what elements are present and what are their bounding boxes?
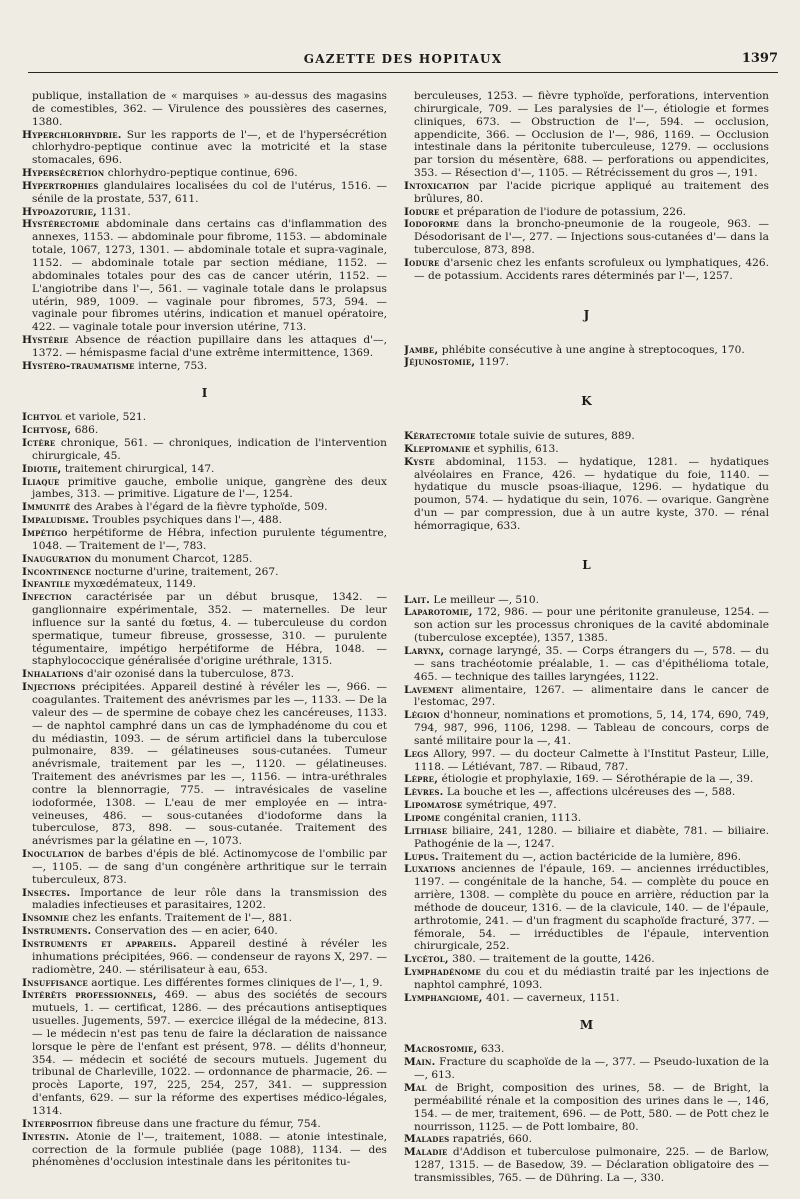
index-entry: [404, 456, 769, 533]
index-term: Impaludisme.: [22, 514, 90, 527]
index-entry: [22, 167, 387, 180]
index-term: Lavement: [404, 683, 454, 696]
index-entry-text: totale suivie de sutures, 889.: [475, 430, 635, 443]
index-entry: [22, 887, 387, 913]
index-entry-text: 1131.: [97, 205, 131, 218]
index-entry-text: phlébite consécutive à une angine à streptocoques, 170.: [438, 343, 745, 356]
index-entry-text: du monument Charcot, 1285.: [91, 552, 253, 565]
index-entry-text: Atonie de l'—, traitement, 1088. — atonie intestinale, correction de la formule publiée (page 1088), 1134. — des phénomènes d'occlusion intestinale dans les péritonites tu-: [32, 1130, 387, 1169]
index-column-right: [404, 90, 769, 1195]
index-entry-text: précipitées. Appareil destiné à révéler les —, 966. — coagulantes. Traitement des anévrismes par les —, 1133. — De la valeur des — de spermine de cobaye chez les cancéreuses, 1133. — de naphtol camphré dans un cas de lymphadénome du cou et du médiastin, 1093. — de sérum artificiel dans la tuberculose pulmonaire, 839. — gélatineuses sous-cutanées. Tumeur anévrismale, traitement par les —, 1120. — gélatineuses. Traitement des anévrismes par les —, 1156. — intra-uréthrales contre la blennorragie, 775. — intravésicales de vaseline iodoformée, 1308. — L'eau de mer employée en — intra-veineuses, 486. — sous-cutanées d'iodoforme dans la tuberculose, 873, 898. — sous-cutanée. Traitement des anévrismes par la gélatine en —, 1073.: [32, 681, 387, 848]
index-entry: [404, 953, 769, 966]
index-term: Incontinence: [22, 565, 92, 578]
index-entry-text: Absence de réaction pupillaire dans les attaques d'—, 1372. — hémispasme facial d'une extrême intermittence, 1369.: [32, 334, 387, 359]
index-entry: [22, 463, 387, 476]
index-entry-text: abdominal, 1153. — hydatique, 1281. — hydatiques alvéolaires en France, 426. — hydatique du foie, 1140. — hydatique du muscle psoas-iliaque, 1296. — hydatique du poumon, 574. — hydatique du sein, 1076. — ovarique. Gangrène d'un — par compression, due à un autre kyste, 370. — rénal hémorragique, 633.: [414, 455, 769, 532]
index-entry: [22, 501, 387, 514]
index-entry-text: d'arsenic chez les enfants scrofuleux ou lymphatiques, 426. — de potassium. Accidents rares déterminés par l'—, 1257.: [414, 256, 769, 282]
index-entry: [404, 851, 769, 864]
index-entry-text: Fracture du scaphoïde de la —, 377. — Pseudo-luxation de la —, 613.: [414, 1056, 769, 1082]
index-entry: [404, 684, 769, 710]
index-term: Hypertrophies: [22, 179, 99, 192]
index-entry: [404, 799, 769, 812]
index-term: Larynx,: [404, 645, 445, 657]
index-term: Hystérie: [22, 334, 69, 347]
running-title: GAZETTE DES HOPITAUX: [303, 52, 503, 66]
index-entry: [404, 966, 769, 992]
index-entry-text: primitive gauche, embolie unique, gangrène des deux jambes, 313. — primitive. Ligature de l'—, 1254.: [32, 475, 387, 501]
index-entry-text: interne, 753.: [134, 359, 208, 372]
section-letter: K: [581, 394, 592, 409]
index-term: Maladie: [404, 1146, 448, 1159]
index-term: Intoxication: [404, 179, 470, 192]
index-entry: [22, 1131, 387, 1170]
index-term: Infantile: [22, 578, 71, 591]
index-term: Macrostomie,: [404, 1043, 478, 1056]
index-term: Insuffisance: [22, 976, 88, 989]
index-term: Inauguration: [22, 552, 92, 565]
index-term: Lymphadénome: [404, 966, 481, 979]
index-term: Intestin.: [22, 1130, 70, 1143]
index-term: Luxations: [404, 863, 456, 876]
page-header: [28, 50, 778, 73]
index-term: Instruments et appareils.: [22, 938, 177, 950]
index-term: Lipomatose: [404, 799, 463, 812]
index-term: Lithiase: [404, 824, 448, 837]
index-term: Interposition: [22, 1117, 93, 1130]
index-entry: [22, 912, 387, 925]
index-entry-text: de Bright, composition des urines, 58. — de Bright, la perméabilité rénale et la composition des urines dans le —, 146, 154. — de mer, traitement, 696. — de Pott, 580. — de Pott chez le nourrisson, 1125. — de Pott lombaire, 80.: [414, 1082, 769, 1133]
index-term: Laparotomie,: [404, 606, 473, 619]
index-entry-text: et syphilis, 613.: [470, 442, 559, 455]
index-term: Insomnie: [22, 912, 69, 925]
index-entry: [22, 360, 387, 373]
index-term: Inhalations: [22, 668, 84, 681]
index-term: Jéjunostomie,: [404, 356, 476, 369]
index-term: Hystérectomie: [22, 218, 100, 231]
index-entry-text: d'air ozonisé dans la tuberculose, 873.: [83, 668, 294, 681]
index-entry: [404, 812, 769, 825]
index-entry: [404, 430, 769, 443]
index-entry-text: herpétiforme de Hébra, infection purulente tégumentre, 1048. — Traitement de l'—, 783.: [32, 527, 387, 552]
index-entry: [404, 786, 769, 799]
index-entry: [22, 1118, 387, 1131]
index-entry-text: des Arabes à l'égard de la fièvre typhoïde, 509.: [70, 501, 328, 514]
index-entry: [404, 1043, 769, 1056]
index-term: Iliaque: [22, 475, 60, 488]
index-entry: [404, 1133, 769, 1146]
index-entry: [22, 411, 387, 424]
index-entry: [404, 594, 769, 607]
index-entry: [22, 437, 387, 463]
index-entry: [404, 825, 769, 851]
index-term: Iodoforme: [404, 218, 459, 231]
index-entry-text: dans la broncho-pneumonie de la rougeole, 963. — Désodorisant de l'—, 277. — Injections sous-cutanées d'— dans la tuberculose, 873, 898.: [414, 218, 769, 257]
index-entry: [22, 527, 387, 553]
index-entry-text: chronique, 561. — chroniques, indication de l'intervention chirurgicale, 45.: [32, 437, 387, 462]
section-letter: L: [582, 557, 591, 572]
index-entry-text: biliaire, 241, 1280. — biliaire et diabète, 781. — biliaire. Pathogénie de la —, 1247.: [414, 824, 769, 850]
index-entry: [404, 180, 769, 206]
section-letter: I: [201, 385, 208, 400]
index-entry: [22, 180, 387, 206]
index-term: Hypoazoturie,: [22, 205, 98, 218]
index-term: Lymphangiome,: [404, 991, 483, 1004]
index-term: Kleptomanie: [404, 442, 471, 455]
index-entry: [22, 681, 387, 848]
index-entry: [22, 514, 387, 527]
index-entry: [404, 1146, 769, 1185]
index-term: Intérêts professionnels,: [22, 989, 157, 1002]
index-term: Ichtyol: [22, 411, 62, 424]
index-term: Jambe,: [404, 343, 439, 356]
index-entry: [22, 424, 387, 437]
index-term: Idiotie,: [22, 462, 62, 475]
index-entry-text: alimentaire, 1267. — alimentaire dans le cancer de l'estomac, 297.: [414, 683, 769, 709]
index-entry-text: Appareil destiné à révéler les inhumations précipitées, 966. — condenseur de rayons X, 297. — radiomètre, 240. — stérilisateur à eau, 653.: [32, 938, 387, 976]
index-term: Hystéro-traumatisme: [22, 359, 135, 372]
index-entry-text: Allory, 997. — du docteur Calmette à l'Institut Pasteur, Lille, 1118. — Létiévant, 787. — Ribaud, 787.: [414, 747, 769, 773]
index-entry-text: Sur les rapports de l'—, et de l'hypersécrétion chlorhydro-peptique continue avec la motricité et la stase stomacales, 696.: [32, 128, 387, 167]
index-entry: [22, 925, 387, 938]
index-term: Immunité: [22, 501, 71, 514]
index-entry-text: cornage laryngé, 35. — Corps étrangers du —, 578. — du — sans trachéotomie préalable, 1. — cas d'épithélioma totale, 465. — technique des tailles laryngées, 1122.: [414, 645, 769, 683]
index-entry: [404, 645, 769, 684]
index-entry-text: anciennes de l'épaule, 169. — anciennes irréductibles, 1197. — congénitale de la hanche, 54. — complète du pouce en arrière, 1308. — complète du pouce en arrière, réduction par la méthode de douceur, 1316. — de la clavicule, 140. — de l'épaule, arthrotomie, 241. — d'un fragment du scaphoïde fracturé, 377. — fémorale, 54. — irréductibles de l'épaule, intervention chirurgicale, 252.: [414, 863, 769, 953]
index-entry: [22, 989, 387, 1117]
index-term: Malades: [404, 1133, 450, 1146]
index-term: Ictère: [22, 437, 56, 450]
index-entry-text: publique, installation de « marquises » au-dessus des magasins de comestibles, 362. — Virulence des poussières des casernes, 1380.: [32, 90, 387, 128]
index-term: Legs: [404, 747, 429, 760]
index-term: Lupus.: [404, 850, 439, 863]
index-entry-text: Troubles psychiques dans l'—, 488.: [89, 514, 283, 527]
index-entry: [22, 566, 387, 579]
index-entry-text: Traitement du —, action bactéricide de la lumière, 896.: [438, 850, 741, 863]
index-entry: [404, 356, 769, 369]
index-entry: [404, 257, 769, 283]
index-entry: [404, 443, 769, 456]
index-entry: [22, 218, 387, 334]
index-entry: [404, 206, 769, 219]
index-entry: [22, 848, 387, 887]
index-entry-text: berculeuses, 1253. — fièvre typhoïde, perforations, intervention chirurgicale, 709. — Les paralysies de l'—, étiologie et formes cliniques, 673. — Obstruction de l'—, 594. — occlusion, appendicite, 366. — Occlusion de l'—, 986, 1169. — Occlusion intestinale dans la péritonite tuberculeuse, 1279. — occlusions par torsion du mésentère, 688. — perforations ou appendicites, 353. — Résection d'—, 1105. — Rétrécissement du gros —, 191.: [414, 90, 769, 180]
index-entry-text: glandulaires localisées du col de l'utérus, 1516. — sénile de la prostate, 537, 611.: [32, 179, 387, 205]
index-term: Iodure: [404, 256, 440, 269]
index-term: Impétigo: [22, 527, 68, 539]
index-term: Lycétol,: [404, 953, 449, 966]
index-entry-text: Conservation des — en acier, 640.: [91, 925, 278, 938]
index-entry-text: fibreuse dans une fracture du fémur, 754.: [93, 1117, 321, 1130]
index-entry: [22, 476, 387, 502]
index-entry-text: 172, 986. — pour une péritonite granuleuse, 1254. — son action sur les processus chroniques de la cavité abdominale (tuberculose exceptée), 1357, 1385.: [414, 606, 769, 645]
index-entry-text: aortique. Les différentes formes cliniques de l'—, 1, 9.: [87, 976, 383, 989]
index-entry-text: rapatriés, 660.: [449, 1133, 532, 1146]
index-entry: [22, 553, 387, 566]
index-entry-text: symétrique, 497.: [462, 799, 557, 812]
index-entry-text: abdominale dans certains cas d'inflammation des annexes, 1153. — abdominale pour fibrome, 1153. — abdominale totale, 1067, 1273, 1301. — abdominale totale et supra-vaginale, 1152. — abdominale totale par section médiane, 1152. — abdominales totales pour des cas de cancer utérin, 1152. — L'angiotribe dans l'—, 561. — vaginale totale dans le prolapsus utérin, 989, 1009. — vaginale pour fibromes, 573, 594. — vaginale pour fibromes utérins, indication et manuel opératoire, 422. — vaginale totale pour inversion utérine, 713.: [32, 218, 387, 334]
index-entry: [404, 992, 769, 1005]
index-column-left: [22, 90, 387, 1195]
index-entry: [404, 709, 769, 748]
index-entry: [22, 591, 387, 668]
index-term: Lèpre,: [404, 773, 439, 786]
index-term: Kératectomie: [404, 430, 476, 443]
index-entry-text: 469. — abus des sociétés de secours mutuels, 1. — certificat, 1286. — des précautions antiseptiques usuelles. Jugements, 597. — exercice illégal de la médecine, 813. — le médecin n'est pas tenu de faire la déclaration de naissance lorsque le père de l'enfant est présent, 978. — délits d'honneur, 354. — médecin et société de secours mutuels. Jugement du tribunal de Charleville, 1022. — ordonnance de pharmacie, 26. — procès Laporte, 197, 225, 254, 257, 341. — suppression d'enfants, 629. — sur la réforme des expertises médico-légales, 1314.: [32, 989, 387, 1117]
index-term: Hypersécrétion: [22, 167, 105, 180]
index-entry: [404, 218, 769, 257]
index-entry-text: myxœdémateux, 1149.: [70, 578, 196, 591]
index-term: Mal: [404, 1082, 427, 1094]
index-entry-text: Importance de leur rôle dans la transmission des maladies infectieuses et parasitaires, 1202.: [32, 886, 387, 912]
index-entry: [22, 90, 387, 129]
index-term: Lèvres.: [404, 786, 444, 799]
index-entry: [22, 668, 387, 681]
index-term: Lait.: [404, 593, 431, 606]
index-entry-text: traitement chirurgical, 147.: [61, 462, 215, 475]
index-entry-text: chlorhydro-peptique continue, 696.: [104, 167, 298, 180]
index-entry-text: 686.: [71, 424, 99, 437]
index-term: Infection: [22, 591, 73, 604]
index-term: Main.: [404, 1056, 436, 1069]
index-entry: [404, 773, 769, 786]
index-entry: [22, 938, 387, 977]
index-term: Kyste: [404, 455, 435, 468]
index-entry: [404, 1082, 769, 1133]
index-entry-text: chez les enfants. Traitement de l'—, 881.: [68, 912, 293, 925]
page-number: 1397: [741, 51, 778, 66]
index-entry-text: 380. — traitement de la goutte, 1426.: [448, 953, 655, 966]
index-entry-text: caractérisée par un début brusque, 1342. — ganglionnaire expérimentale, 352. — maternelles. De leur influence sur la santé du fœtus, 4. — tuberculeuse du cordon spermatique, tumeur fibreuse, grossesse, 310. — purulente tégumentaire, impétigo herpétiforme de Hébra, 1048. — staphylococcique généralisée d'origine uréthrale, 1315.: [32, 591, 387, 668]
index-entry: [22, 334, 387, 360]
index-term: Insectes.: [22, 886, 71, 899]
index-entry-text: La bouche et les —, affections ulcéreuses des —, 588.: [443, 786, 736, 799]
index-entry: [22, 206, 387, 219]
index-entry: [404, 863, 769, 953]
section-letter: J: [583, 307, 590, 322]
section-letter: M: [579, 1017, 594, 1032]
index-term: Inoculation: [22, 848, 85, 861]
index-term: Instruments.: [22, 925, 92, 938]
index-entry: [404, 90, 769, 180]
index-entry-text: du cou et du médiastin traité par les injections de naphtol camphré, 1093.: [414, 966, 769, 991]
index-entry-text: et préparation de l'iodure de potassium, 226.: [439, 205, 687, 218]
index-entry-text: d'honneur, nominations et promotions, 5, 14, 174, 690, 749, 794, 987, 996, 1106, 1298. — Tableau de concours, corps de santé militaire pour la —, 41.: [414, 709, 769, 747]
index-entry-text: par l'acide picrique appliqué au traitement des brûlures, 80.: [414, 179, 769, 205]
index-entry-text: Le meilleur —, 510.: [430, 593, 540, 606]
index-term: Hyperchlorhydrie.: [22, 128, 122, 141]
index-term: Injections: [22, 681, 76, 694]
index-term: Lipome: [404, 811, 441, 824]
index-entry-text: 633.: [477, 1043, 505, 1056]
index-entry: [404, 344, 769, 357]
index-term: Ichtyose,: [22, 424, 72, 437]
index-entry-text: d'Addison et tuberculose pulmonaire, 225. — de Barlow, 1287, 1315. — de Basedow, 39. — Déclaration obligatoire des — transmissibles, 765. — de Dühring. La —, 330.: [414, 1146, 769, 1184]
index-entry-text: 401. — caverneux, 1151.: [482, 991, 620, 1004]
index-entry-text: étiologie et prophylaxie, 169. — Sérothérapie de la —, 39.: [438, 773, 754, 786]
index-entry-text: et variole, 521.: [61, 411, 147, 424]
index-entry: [404, 1056, 769, 1082]
index-entry-text: nocturne d'urine, traitement, 267.: [91, 565, 279, 578]
index-term: Légion: [404, 709, 440, 722]
index-entry-text: congénital cranien, 1113.: [440, 811, 582, 824]
index-entry-text: 1197.: [475, 356, 509, 369]
index-term: Iodure: [404, 205, 440, 218]
index-entry: [404, 748, 769, 774]
index-entry-text: de barbes d'épis de blé. Actinomycose de l'ombilic par —, 1105. — de sang d'un congénère arthritique sur le terrain tuberculeux, 873.: [32, 848, 387, 886]
index-entry: [22, 977, 387, 990]
index-entry: [404, 606, 769, 645]
index-entry: [22, 578, 387, 591]
index-entry: [22, 129, 387, 168]
